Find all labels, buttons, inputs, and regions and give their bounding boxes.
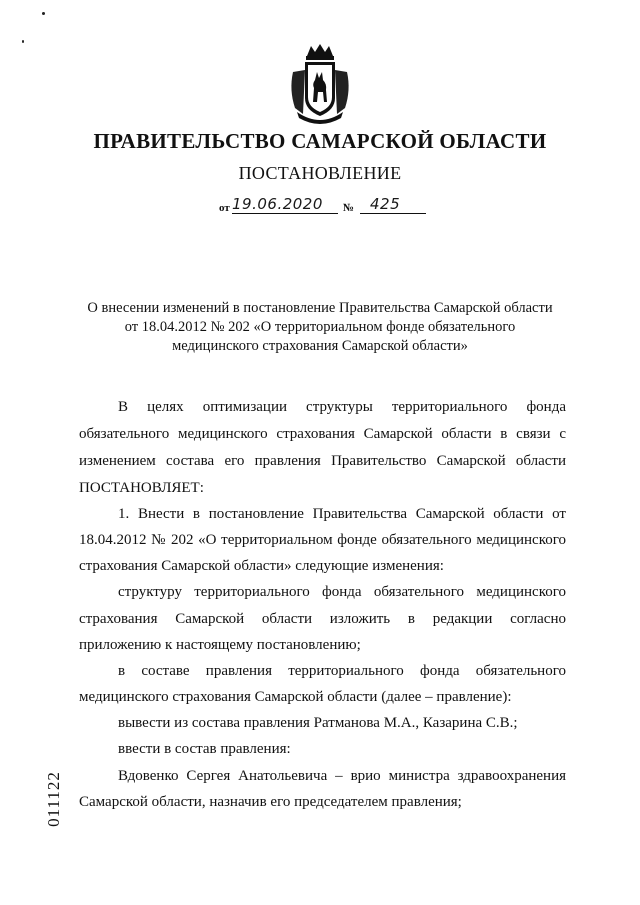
document-subject [60, 299, 580, 356]
subject-line: от 18.04.2012 № 202 «О территориальном фонде обязательного [124, 319, 516, 335]
date-prefix: от [219, 202, 230, 214]
body-line: структуру территориального фонда обязательного медицинского [118, 584, 566, 600]
subject-line: О внесении изменений в постановление Правительства Самарской области [87, 300, 553, 316]
number-underline [360, 213, 426, 214]
body-line: страхования Самарской области изложить в редакции согласно [79, 611, 566, 627]
side-serial-code [44, 768, 64, 830]
samara-coat-of-arms-icon [285, 42, 355, 126]
document-type: ПОСТАНОВЛЕНИЕ [238, 163, 402, 183]
body-line: изменением состава его правления Правительство Самарской области [79, 453, 566, 469]
body-line: Самарской области, назначив его председателем правления; [79, 794, 462, 810]
body-line: страхования Самарской области» следующие изменения: [79, 558, 444, 574]
scan-speck [22, 40, 24, 43]
number-value: 425 [370, 195, 401, 213]
government-title: ПРАВИТЕЛЬСТВО САМАРСКОЙ ОБЛАСТИ [93, 129, 547, 153]
scan-speck [42, 12, 45, 15]
body-line: обязательного медицинского страхования Самарской области в связи с [79, 426, 566, 442]
date-value: 19.06.2020 [232, 195, 323, 213]
body-line: 1. Внести в постановление Правительства Самарской области от [118, 506, 566, 522]
number-prefix: № [343, 202, 355, 214]
body-line: в составе правления территориального фонда обязательного [118, 663, 566, 679]
body-line: ввести в состав правления: [118, 741, 291, 757]
body-line: вывести из состава правления Ратманова М.А., Казарина С.В.; [118, 715, 518, 731]
subject-line: медицинского страхования Самарской области» [172, 338, 468, 354]
body-line: приложению к настоящему постановлению; [79, 637, 361, 653]
body-line: ПОСТАНОВЛЯЕТ: [79, 480, 204, 496]
body-line: медицинского страхования Самарской области (далее – правление): [79, 689, 512, 705]
body-line: Вдовенко Сергея Анатольевича – врио министра здравоохранения [118, 768, 566, 784]
date-underline [232, 213, 338, 214]
side-serial-code-text: 011122 [44, 771, 63, 827]
body-line: 18.04.2012 № 202 «О территориальном фонде обязательного медицинского [79, 532, 566, 548]
date-number-line [0, 195, 640, 219]
body-line: В целях оптимизации структуры территориального фонда [118, 399, 566, 415]
